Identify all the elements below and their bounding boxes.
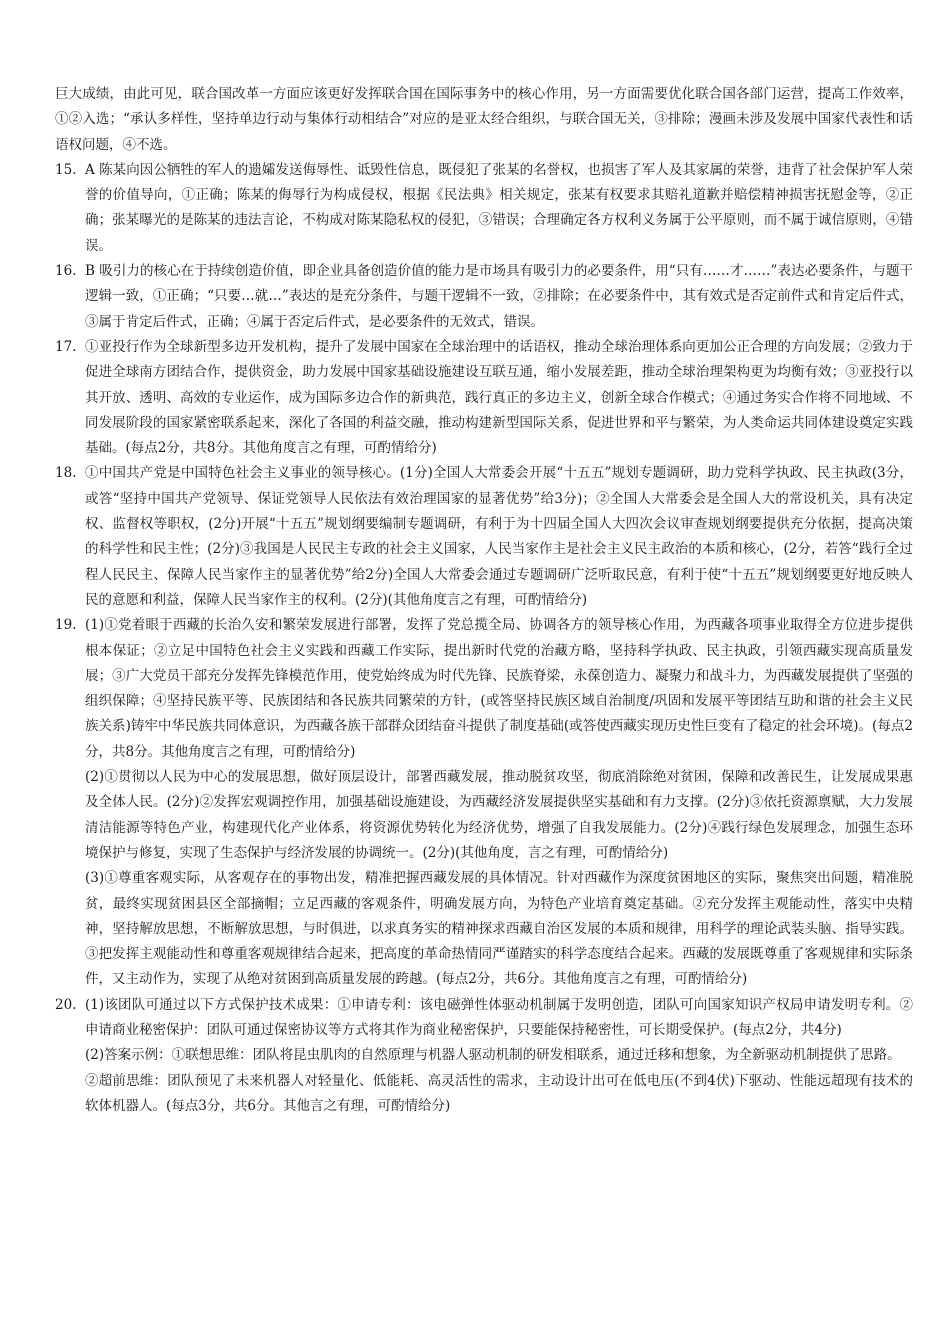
question-number: 15. <box>55 161 77 178</box>
question-number: 17. <box>55 338 77 355</box>
question-number: 16. <box>55 263 77 280</box>
answer-text: (1)①党着眼于西藏的长治久安和繁荣发展进行部署，发挥了党总揽全局、协调各方的领导核心作用，为西藏各项事业取得全方位进步提供根本保证；②立足中国特色社会主义实践和西藏工作实际，提出新时代党的治藏方略，坚持科学执政、民主执政，引领西藏实现高质量发展；③广大党员干部充分发挥先锋模范作用，使党始终成为时代先锋、民族脊梁，永葆创造力、凝聚力和战斗力，为西藏发展提供了坚强的组织保障；④坚持民族平等、民族团结和各民族共同繁荣的方针，(或答坚持民族区域自治制度/巩固和发展平等团结互助和谐的社会主义民族关系)铸牢中华民族共同体意识，为西藏各族干部群众团结奋斗提供了制度基础(或答使西藏实现历史性巨变有了稳定的社会环境)。(每点2分，共8分。其他角度言之有理，可酌情给分) <box>85 617 913 760</box>
answer-20-part-1 <box>55 993 913 1044</box>
question-number: 20. <box>55 996 77 1013</box>
answer-text: A 陈某向因公牺牲的军人的遗孀发送侮辱性、诋毁性信息，既侵犯了张某的名誉权，也损害了军人及其家属的荣誉，违背了社会保护军人荣誉的价值导向，①正确；陈某的侮辱行为构成侵权，根据《民法典》相关规定，张某有权要求其赔礼道歉并赔偿精神损害抚慰金等，②正确；张某曝光的是陈某的违法言论，不构成对陈某隐私权的侵犯，③错误；合理确定各方权利义务属于公平原则，而不属于诚信原则，④错误。 <box>85 161 913 254</box>
answer-text: (1)该团队可通过以下方式保护技术成果：①申请专利：该电磁弹性体驱动机制属于发明创造，团队可向国家知识产权局申请发明专利。②申请商业秘密保护：团队可通过保密协议等方式将其作为商业秘密保护，只要能保持秘密性，可长期受保护。(每点2分，共4分) <box>85 996 913 1038</box>
answer-20-part-2: (2)答案示例：①联想思维：团队将昆虫肌肉的自然原理与机器人驱动机制的研发相联系，通过迁移和想象，为全新驱动机制提供了思路。 <box>85 1047 901 1064</box>
answer-text: ①中国共产党是中国特色社会主义事业的领导核心。(1分)全国人大常委会开展“十五五”规划专题调研，助力党科学执政、民主执政(3分，或答“坚持中国共产党领导、保证党领导人民依法有效治理国家的显著优势”给3分)；②全国人大常委会是全国人大的常设机关，具有决定权、监督权等职权，(2分)开展“十五五”规划纲要编制专题调研，有利于为十四届全国人大四次会议审查规划纲要提供充分依据，提高决策的科学性和民主性；(2分)③我国是人民民主专政的社会主义国家，人民当家作主是社会主义民主政治的本质和核心，(2分，若答“践行全过程人民民主、保障人民当家作主的显著优势”给2分)全国人大常委会通过专题调研广泛听取民意，有利于使“十五五”规划纲要更好地反映人民的意愿和利益，保障人民当家作主的权利。(2分)(其他角度言之有理，可酌情给分) <box>85 465 913 608</box>
answer-18 <box>55 461 913 613</box>
answer-text: ①亚投行作为全球新型多边开发机构，提升了发展中国家在全球治理中的话语权，推动全球治理体系向更加公正合理的方向发展；②致力于促进全球南方团结合作，提供资金，助力发展中国家基础设施建设互联互通，缩小发展差距，推动全球治理架构更为均衡有效；③亚投行以其开放、透明、高效的专业运作，成为国际多边合作的新典范，践行真正的多边主义，创新全球合作模式；④通过务实合作将不同地域、不同发展阶段的国家紧密联系起来，深化了各国的利益交融，推动构建新型国际关系，促进世界和平与繁荣，为人类命运共同体建设奠定实践基础。(每点2分，共8分。其他角度言之有理，可酌情给分) <box>85 338 913 457</box>
question-number: 19. <box>55 617 77 634</box>
answer-16 <box>55 259 913 335</box>
answer-page <box>55 82 913 1119</box>
answer-15 <box>55 158 913 259</box>
answer-20-part-2-example-2: ②超前思维：团队预见了未来机器人对轻量化、低能耗、高灵活性的需求，主动设计出可在低电压(不到4伏)下驱动、性能远超现有技术的软体机器人。(每点3分，共6分。其他言之有理，可酌情给分) <box>85 1072 913 1114</box>
question-number: 18. <box>55 465 77 482</box>
answer-19-part-2: (2)①贯彻以人民为中心的发展思想，做好顶层设计，部署西藏发展，推动脱贫攻坚，彻底消除绝对贫困，保障和改善民生，让发展成果惠及全体人民。(2分)②发挥宏观调控作用，加强基础设施建设，为西藏经济发展提供坚实基础和有力支撑。(2分)③依托资源禀赋，大力发展清洁能源等特色产业，构建现代化产业体系，将资源优势转化为经济优势，增强了自我发展能力。(2分)④践行绿色发展理念，加强生态环境保护与修复，实现了生态保护与经济发展的协调统一。(2分)(其他角度，言之有理，可酌情给分) <box>85 769 913 861</box>
answer-17 <box>55 335 913 461</box>
answer-text: B 吸引力的核心在于持续创造价值，即企业具备创造价值的能力是市场具有吸引力的必要条件，用“只有……才……”表达必要条件，与题干逻辑一致，①正确；“只要…就…”表达的是充分条件，与题干逻辑不一致，②排除；在必要条件中，其有效式是否定前件式和肯定后件式，③属于肯定后件式，正确；④属于否定后件式，是必要条件的无效式，错误。 <box>85 263 913 330</box>
answer-19-part-3: (3)①尊重客观实际，从客观存在的事物出发，精准把握西藏发展的具体情况。针对西藏作为深度贫困地区的实际，聚焦突出问题，精准脱贫，最终实现贫困县区全部摘帽；立足西藏的客观条件，明确发展方向，为特色产业培育奠定基础。②充分发挥主观能动性，落实中央精神，坚持解放思想，不断解放思想，与时俱进，以求真务实的精神探求西藏自治区发展的本质和规律，用科学的理论武装头脑、指导实践。③把发挥主观能动性和尊重客观规律结合起来，把高度的革命热情同严谨踏实的科学态度结合起来。西藏的发展既尊重了客观规律和实际条件，又主动作为，实现了从绝对贫困到高质量发展的跨越。(每点2分，共6分。其他角度言之有理，可酌情给分) <box>85 870 913 988</box>
answer-14-continued: 巨大成绩，由此可见，联合国改革一方面应该更好发挥联合国在国际事务中的核心作用，另一方面需要优化联合国各部门运营，提高工作效率，①②入选；“承认多样性，坚持单边行动与集体行动相结合”对应的是亚太经合组织，与联合国无关，③排除；漫画未涉及发展中国家代表性和话语权问题，④不选。 <box>55 86 913 153</box>
answer-19-part-1 <box>55 613 913 765</box>
